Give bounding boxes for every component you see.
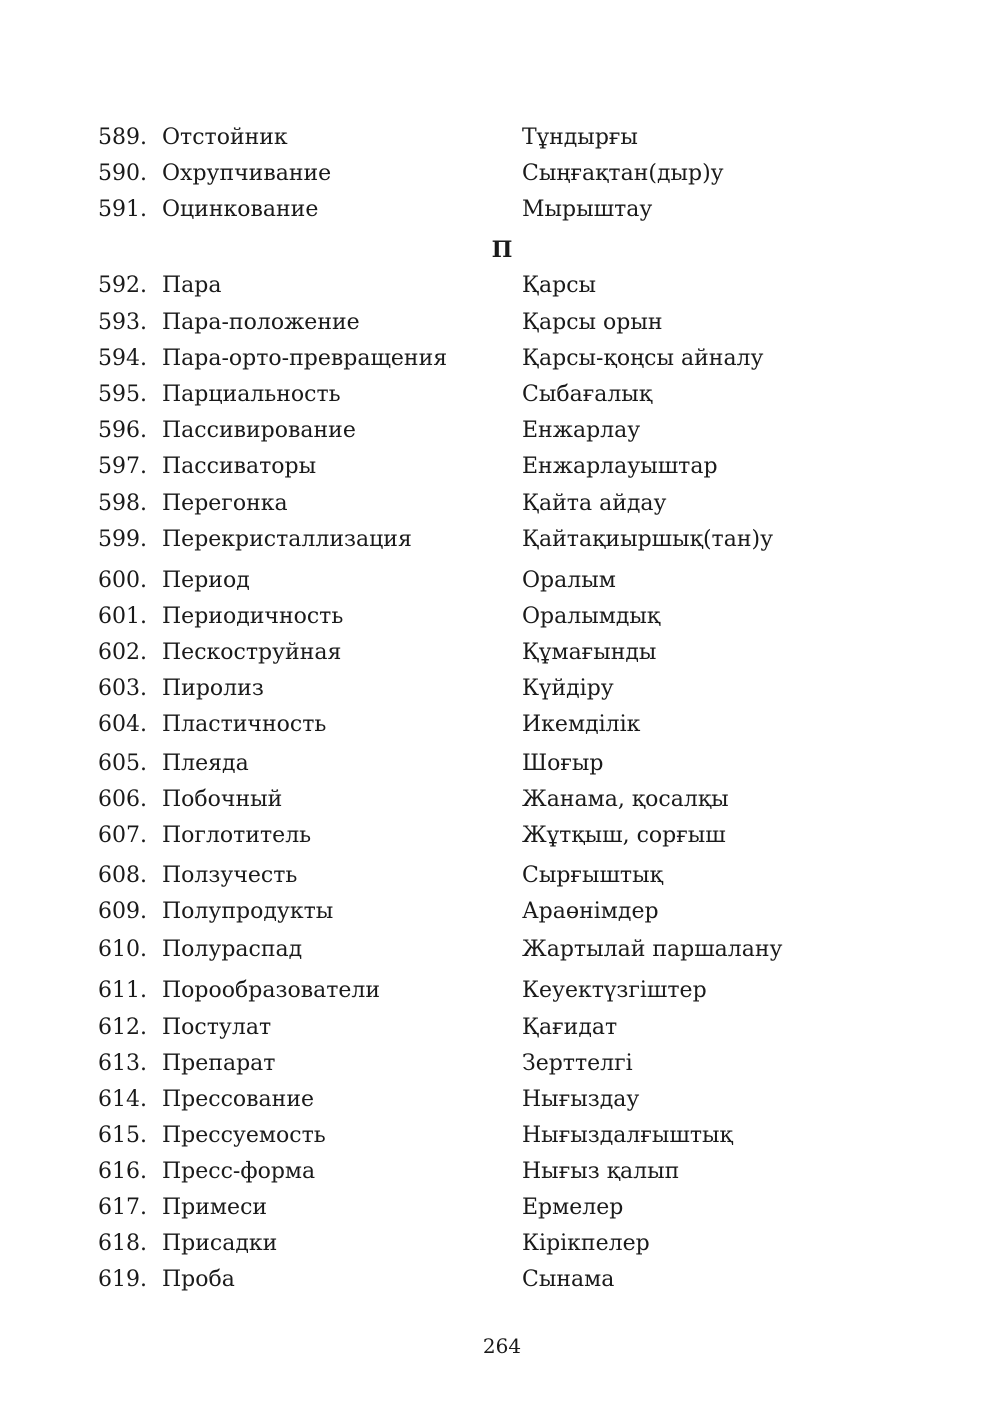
entry-russian-term: Прессуемость	[162, 1123, 326, 1148]
entry-russian-term: Перегонка	[162, 491, 288, 516]
entry-russian-term: Пара-положение	[162, 310, 360, 335]
entry-kazakh-term: Араөнімдер	[522, 899, 659, 924]
entry-kazakh-term: Қарсы	[522, 273, 597, 298]
entry-kazakh-term: Ермелер	[522, 1195, 624, 1220]
dictionary-entry	[0, 932, 1004, 968]
entry-russian-term: Прессование	[162, 1087, 315, 1112]
dictionary-entry	[0, 1190, 1004, 1226]
entry-number: 600.	[98, 568, 147, 593]
entry-number: 615.	[98, 1123, 147, 1148]
entry-kazakh-term: Кеуектүзгіштер	[522, 978, 707, 1003]
entry-number: 602.	[98, 640, 147, 665]
entry-kazakh-term: Жұтқыш, сорғыш	[522, 823, 726, 848]
entry-kazakh-term: Нығыз қалып	[522, 1159, 680, 1184]
entry-number: 619.	[98, 1267, 147, 1292]
entry-russian-term: Порообразователи	[162, 978, 381, 1003]
dictionary-entry	[0, 192, 1004, 228]
entry-russian-term: Полураспад	[162, 937, 303, 962]
entry-number: 591.	[98, 197, 147, 222]
dictionary-entry	[0, 671, 1004, 707]
entry-kazakh-term: Жартылай паршалану	[522, 937, 783, 962]
dictionary-entry	[0, 305, 1004, 341]
entry-russian-term: Период	[162, 568, 250, 593]
dictionary-entry	[0, 563, 1004, 599]
entry-number: 614.	[98, 1087, 147, 1112]
dictionary-entry	[0, 858, 1004, 894]
entry-kazakh-term: Оралым	[522, 568, 616, 593]
dictionary-entry	[0, 782, 1004, 818]
dictionary-entry	[0, 818, 1004, 854]
entry-kazakh-term: Жанама, қосалқы	[522, 787, 729, 812]
dictionary-entry	[0, 377, 1004, 413]
entry-number: 597.	[98, 454, 147, 479]
entry-kazakh-term: Қайтақиыршық(тан)у	[522, 527, 774, 552]
dictionary-entry	[0, 635, 1004, 671]
dictionary-entry	[0, 156, 1004, 192]
dictionary-entry	[0, 1226, 1004, 1262]
entry-number: 616.	[98, 1159, 147, 1184]
entry-number: 608.	[98, 863, 147, 888]
entry-kazakh-term: Нығыздау	[522, 1087, 640, 1112]
entry-russian-term: Парциальность	[162, 382, 341, 407]
entry-kazakh-term: Сыбағалық	[522, 382, 653, 407]
dictionary-entry	[0, 413, 1004, 449]
entry-kazakh-term: Құмағынды	[522, 640, 657, 665]
dictionary-entry	[0, 522, 1004, 558]
entry-kazakh-term: Қарсы-қоңсы айналу	[522, 346, 764, 371]
entry-kazakh-term: Сырғыштық	[522, 863, 663, 888]
entry-russian-term: Пиролиз	[162, 676, 264, 701]
entry-kazakh-term: Тұндырғы	[522, 125, 638, 150]
entry-russian-term: Примеси	[162, 1195, 268, 1220]
entry-russian-term: Перекристаллизация	[162, 527, 412, 552]
entry-russian-term: Проба	[162, 1267, 235, 1292]
entry-kazakh-term: Енжарлауыштар	[522, 454, 718, 479]
dictionary-entry	[0, 707, 1004, 743]
entry-number: 605.	[98, 751, 147, 776]
entry-number: 601.	[98, 604, 147, 629]
entry-russian-term: Пескоструйная	[162, 640, 342, 665]
entry-russian-term: Постулат	[162, 1015, 272, 1040]
entry-kazakh-term: Кірікпелер	[522, 1231, 650, 1256]
entry-kazakh-term: Сынама	[522, 1267, 615, 1292]
entry-russian-term: Поглотитель	[162, 823, 312, 848]
entry-kazakh-term: Шоғыр	[522, 751, 604, 776]
entry-russian-term: Пассиваторы	[162, 454, 317, 479]
dictionary-entry	[0, 486, 1004, 522]
entry-russian-term: Ползучесть	[162, 863, 298, 888]
entry-number: 592.	[98, 273, 147, 298]
entry-kazakh-term: Сыңғақтан(дыр)у	[522, 161, 724, 186]
page-number: 264	[482, 1334, 522, 1358]
entry-number: 596.	[98, 418, 147, 443]
entry-kazakh-term: Нығыздалғыштық	[522, 1123, 733, 1148]
dictionary-entry	[0, 746, 1004, 782]
entry-russian-term: Пресс-форма	[162, 1159, 316, 1184]
entry-number: 589.	[98, 125, 147, 150]
dictionary-entry	[0, 1118, 1004, 1154]
dictionary-entry	[0, 1082, 1004, 1118]
entry-number: 604.	[98, 712, 147, 737]
entry-russian-term: Пассивирование	[162, 418, 356, 443]
entry-number: 609.	[98, 899, 147, 924]
entry-russian-term: Плеяда	[162, 751, 249, 776]
entry-russian-term: Оцинкование	[162, 197, 319, 222]
entry-russian-term: Побочный	[162, 787, 283, 812]
entry-number: 603.	[98, 676, 147, 701]
entry-kazakh-term: Зерттелгі	[522, 1051, 633, 1076]
dictionary-entry	[0, 973, 1004, 1009]
entry-number: 599.	[98, 527, 147, 552]
entry-russian-term: Отстойник	[162, 125, 288, 150]
dictionary-entry	[0, 894, 1004, 930]
dictionary-entry	[0, 1046, 1004, 1082]
entry-russian-term: Охрупчивание	[162, 161, 332, 186]
entry-kazakh-term: Күйдіру	[522, 676, 614, 701]
entry-kazakh-term: Қағидат	[522, 1015, 618, 1040]
entry-number: 613.	[98, 1051, 147, 1076]
dictionary-entry	[0, 449, 1004, 485]
entry-number: 610.	[98, 937, 147, 962]
dictionary-entry	[0, 1010, 1004, 1046]
entry-number: 618.	[98, 1231, 147, 1256]
entry-number: 594.	[98, 346, 147, 371]
dictionary-entry	[0, 1262, 1004, 1298]
entry-kazakh-term: Икемділік	[522, 712, 641, 737]
dictionary-entry	[0, 120, 1004, 156]
dictionary-entry	[0, 268, 1004, 304]
entry-russian-term: Периодичность	[162, 604, 344, 629]
entry-russian-term: Пластичность	[162, 712, 327, 737]
entry-number: 607.	[98, 823, 147, 848]
entry-russian-term: Полупродукты	[162, 899, 334, 924]
entry-russian-term: Препарат	[162, 1051, 276, 1076]
section-letter-heading: П	[491, 237, 513, 263]
entry-number: 611.	[98, 978, 147, 1003]
entry-kazakh-term: Мырыштау	[522, 197, 653, 222]
dictionary-entry	[0, 341, 1004, 377]
entry-number: 593.	[98, 310, 147, 335]
entry-russian-term: Присадки	[162, 1231, 278, 1256]
entry-number: 590.	[98, 161, 147, 186]
entry-russian-term: Пара-орто-превращения	[162, 346, 448, 371]
entry-kazakh-term: Оралымдық	[522, 604, 661, 629]
entry-number: 606.	[98, 787, 147, 812]
entry-number: 617.	[98, 1195, 147, 1220]
entry-kazakh-term: Қарсы орын	[522, 310, 663, 335]
entry-kazakh-term: Қайта айдау	[522, 491, 667, 516]
entry-number: 595.	[98, 382, 147, 407]
dictionary-entry	[0, 1154, 1004, 1190]
entry-number: 598.	[98, 491, 147, 516]
dictionary-entry	[0, 599, 1004, 635]
entry-kazakh-term: Енжарлау	[522, 418, 641, 443]
entry-russian-term: Пара	[162, 273, 222, 298]
entry-number: 612.	[98, 1015, 147, 1040]
